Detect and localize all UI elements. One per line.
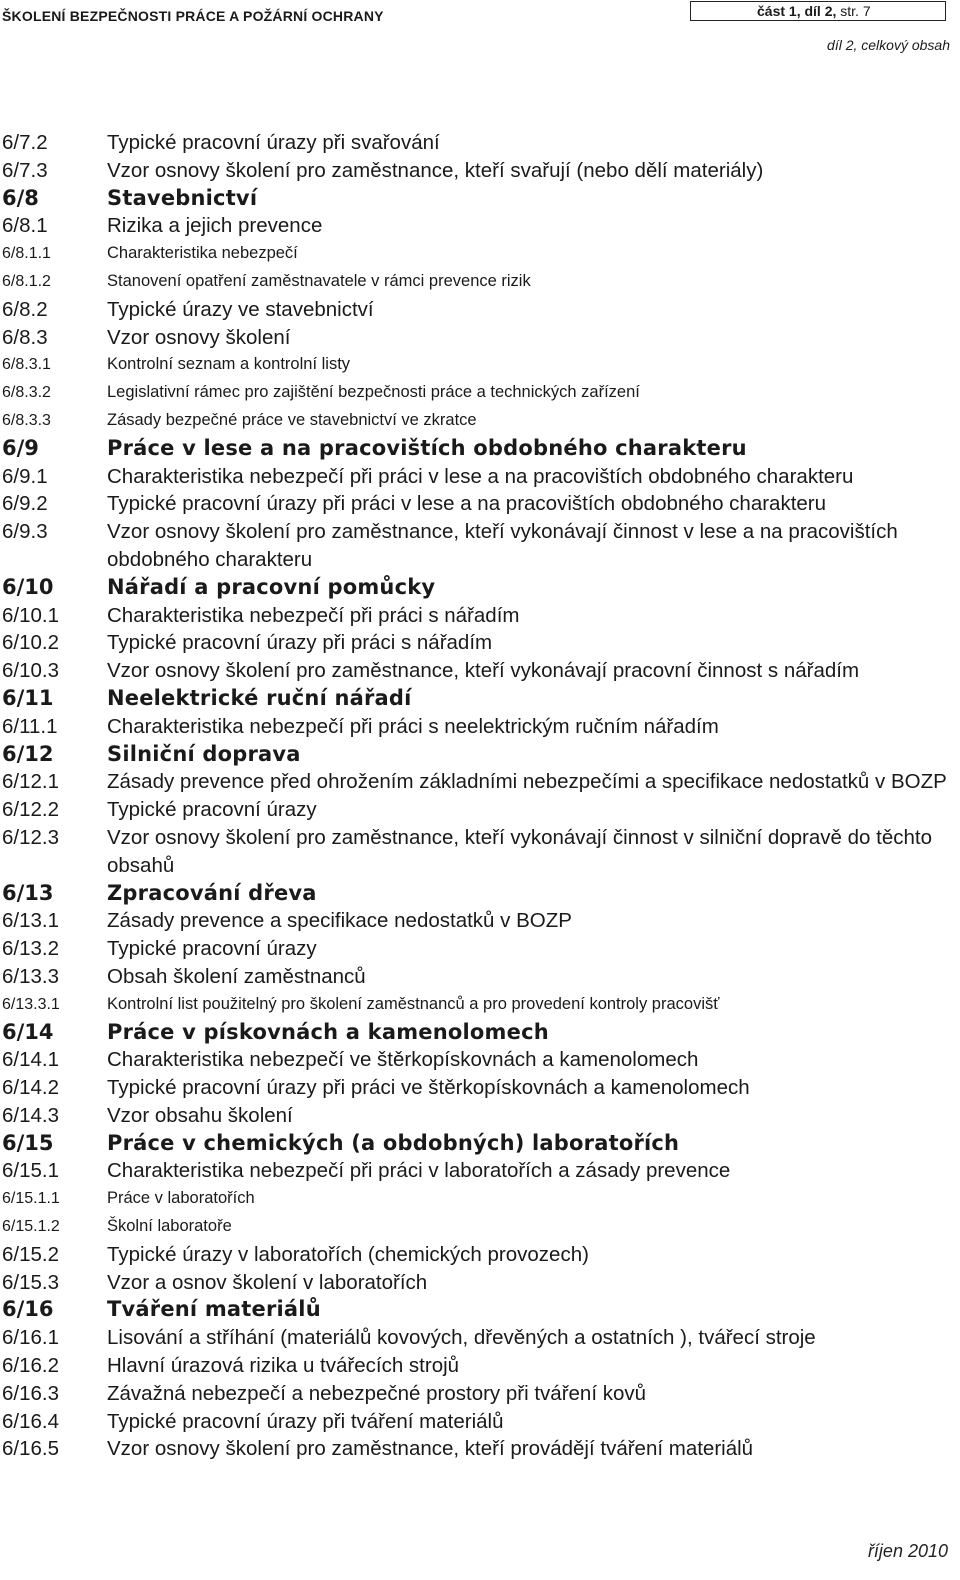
toc-entry — [2, 1046, 952, 1074]
toc-entry-number: 6/15.1.2 — [2, 1218, 60, 1236]
toc-entry-number: 6/8.3 — [2, 325, 48, 349]
toc-entry-title: Charakteristika nebezpečí při práci s nářadím — [107, 603, 520, 627]
toc-entry-title: Typické pracovní úrazy — [107, 937, 317, 961]
toc-entry — [2, 1213, 952, 1241]
toc-entry-title: Vzor osnovy školení pro zaměstnance, kteří vykonávají činnost v lese a na pracovištích obdobného charakteru — [107, 520, 898, 571]
toc-entry-title: Kontrolní list použitelný pro školení zaměstnanců a pro provedení kontroly pracovišť — [107, 994, 720, 1013]
toc-entry-number: 6/14.3 — [2, 1103, 59, 1127]
toc-entry-title: Stavebnictví — [107, 185, 258, 210]
footer-date: říjen 2010 — [867, 1541, 948, 1561]
toc-entry-number: 6/7.2 — [2, 131, 48, 154]
toc-entry-title: Vzor osnovy školení pro zaměstnance, kteří svařují (nebo dělí materiály) — [107, 158, 764, 182]
toc-entry — [2, 1074, 952, 1102]
toc-entry — [2, 991, 952, 1019]
toc-entry-number: 6/9.3 — [2, 520, 48, 544]
toc-entry-number: 6/9.1 — [2, 464, 48, 488]
toc-entry-number: 6/15.1.1 — [2, 1190, 60, 1208]
toc-entry — [2, 1380, 952, 1408]
toc-entry-number: 6/16.5 — [2, 1437, 59, 1461]
toc-entry-title: Typické pracovní úrazy při práci s nářadím — [107, 631, 493, 655]
toc-entry-title: Charakteristika nebezpečí při práci v laboratořích a zásady prevence — [107, 1159, 731, 1183]
toc-entry-number: 6/15.2 — [2, 1242, 59, 1266]
toc-entry-title: Zásady prevence a specifikace nedostatků v BOZP — [107, 909, 572, 933]
toc-entry-number: 6/13 — [2, 880, 54, 905]
toc-entry-title: Charakteristika nebezpečí při práci v lese a na pracovištích obdobného charakteru — [107, 464, 854, 488]
toc-entry-title: Zásady bezpečné práce ve stavebnictví ve zkratce — [107, 410, 477, 429]
toc-entry-number: 6/13.3 — [2, 964, 59, 988]
toc-entry-number: 6/9.2 — [2, 492, 48, 516]
toc-entry-number: 6/11.1 — [2, 714, 58, 738]
toc-entry-number: 6/14.2 — [2, 1076, 59, 1100]
toc-entry-number: 6/14.1 — [2, 1048, 59, 1072]
toc-entry — [2, 1019, 952, 1047]
toc-entry-title: Typické pracovní úrazy při svařování — [107, 131, 440, 154]
toc-entry — [2, 212, 952, 240]
toc-entry — [2, 1185, 952, 1213]
toc-entry — [2, 240, 952, 268]
toc-entry — [2, 296, 952, 324]
toc-entry — [2, 713, 952, 741]
toc-entry-title: Hlavní úrazová rizika u tvářecích strojů — [107, 1354, 460, 1378]
toc-entry — [2, 351, 952, 379]
toc-entry-number: 6/15.3 — [2, 1270, 59, 1294]
toc-entry — [2, 824, 952, 880]
toc-entry-title: Charakteristika nebezpečí — [107, 244, 298, 263]
toc-entry-number: 6/12.3 — [2, 825, 59, 849]
part-label: část 1, díl 2, — [757, 3, 837, 19]
toc-entry — [2, 1352, 952, 1380]
toc-entry-title: Lisování a stříhání (materiálů kovových, dřevěných a ostatních ), tvářecí stroje — [107, 1326, 816, 1350]
toc-entry — [2, 574, 952, 602]
toc-entry-number: 6/11 — [2, 685, 54, 710]
toc-entry — [2, 907, 952, 935]
toc-entry-title: Práce v pískovnách a kamenolomech — [107, 1019, 549, 1044]
toc-entry — [2, 1296, 952, 1324]
toc-entry-number: 6/16.1 — [2, 1326, 59, 1350]
toc-entry-number: 6/10.1 — [2, 603, 59, 627]
toc-entry — [2, 379, 952, 407]
toc-entry-title: Vzor osnovy školení pro zaměstnance, kteří vykonávají pracovní činnost s nářadím — [107, 659, 860, 683]
toc-entry-number: 6/15 — [2, 1130, 54, 1155]
toc-entry-title: Zpracování dřeva — [107, 880, 317, 905]
toc-entry-number: 6/10 — [2, 574, 54, 599]
toc-entry-title: Školní laboratoře — [107, 1217, 232, 1236]
toc-entry — [2, 157, 952, 185]
toc-entry-number: 6/14 — [2, 1019, 54, 1044]
toc-entry-number: 6/8.1.1 — [2, 245, 51, 263]
toc-entry — [2, 1435, 952, 1463]
toc-entry — [2, 629, 952, 657]
toc-entry-title: Práce v lese a na pracovištích obdobného charakteru — [107, 435, 747, 460]
toc-entry — [2, 1324, 952, 1352]
toc-entry-title: Obsah školení zaměstnanců — [107, 964, 366, 988]
toc-entry-title: Rizika a jejich prevence — [107, 214, 323, 238]
toc-entry-title: Typické pracovní úrazy při práci v lese a na pracovištích obdobného charakteru — [107, 492, 827, 516]
toc-entry — [2, 435, 952, 463]
toc-entry-title: Nářadí a pracovní pomůcky — [107, 574, 436, 599]
toc-entry-title: Silniční doprava — [107, 741, 301, 766]
toc-entry-number: 6/16.4 — [2, 1409, 59, 1433]
toc-entry-number: 6/16.3 — [2, 1381, 59, 1405]
toc-entry-number: 6/10.2 — [2, 631, 59, 655]
toc-entry — [2, 1269, 952, 1297]
document-header-title: ŠKOLENÍ BEZPEČNOSTI PRÁCE A POŽÁRNÍ OCHRANY — [2, 8, 384, 24]
toc-entry — [2, 518, 952, 574]
toc-entry — [2, 1408, 952, 1436]
table-of-contents — [2, 129, 952, 1463]
toc-entry-title: Charakteristika nebezpečí ve štěrkopískovnách a kamenolomech — [107, 1048, 699, 1072]
toc-entry-title: Typické úrazy v laboratořích (chemických provozech) — [107, 1242, 589, 1266]
toc-entry-title: Kontrolní seznam a kontrolní listy — [107, 355, 351, 374]
toc-entry-title: Typické pracovní úrazy — [107, 798, 317, 822]
toc-entry-title: Typické pracovní úrazy při práci ve štěrkopískovnách a kamenolomech — [107, 1076, 750, 1100]
toc-entry — [2, 1157, 952, 1185]
toc-entry-number: 6/8.3.3 — [2, 411, 51, 429]
toc-entry-title: Zásady prevence před ohrožením základními nebezpečími a specifikace nedostatků v BOZP — [107, 770, 947, 794]
toc-entry-number: 6/8 — [2, 185, 39, 210]
toc-entry-number: 6/12.2 — [2, 798, 59, 822]
toc-entry-number: 6/13.3.1 — [2, 995, 60, 1013]
toc-entry — [2, 185, 952, 213]
toc-entry-title: Vzor a osnov školení v laboratořích — [107, 1270, 428, 1294]
toc-entry-title: Závažná nebezpečí a nebezpečné prostory při tváření kovů — [107, 1381, 647, 1405]
toc-entry — [2, 1241, 952, 1269]
toc-entry-number: 6/16 — [2, 1297, 54, 1322]
toc-entry-number: 6/8.2 — [2, 297, 48, 321]
toc-entry-number: 6/16.2 — [2, 1354, 59, 1378]
toc-entry — [2, 796, 952, 824]
toc-entry — [2, 963, 952, 991]
toc-entry-number: 6/8.1.2 — [2, 272, 51, 290]
toc-entry — [2, 1130, 952, 1158]
toc-entry — [2, 268, 952, 296]
toc-entry-number: 6/10.3 — [2, 659, 59, 683]
toc-entry-title: Typické pracovní úrazy při tváření materiálů — [107, 1409, 504, 1433]
toc-entry — [2, 602, 952, 630]
toc-entry-number: 6/9 — [2, 435, 39, 460]
toc-entry-number: 6/13.2 — [2, 937, 59, 961]
toc-entry-number: 6/12 — [2, 741, 54, 766]
toc-entry-number: 6/8.3.1 — [2, 356, 51, 374]
page-label: str. 7 — [840, 3, 871, 19]
toc-entry — [2, 935, 952, 963]
toc-entry — [2, 741, 952, 769]
toc-entry — [2, 407, 952, 435]
toc-entry-title: Vzor osnovy školení pro zaměstnance, kteří provádějí tváření materiálů — [107, 1437, 754, 1461]
toc-entry-number: 6/8.3.2 — [2, 384, 51, 402]
toc-entry — [2, 490, 952, 518]
toc-entry-title: Vzor osnovy školení pro zaměstnance, kteří vykonávají činnost v silniční dopravě do těchto obsahů — [107, 825, 932, 877]
toc-entry-number: 6/7.3 — [2, 158, 48, 182]
page-reference-box — [690, 1, 946, 21]
toc-entry — [2, 768, 952, 796]
toc-entry-number: 6/8.1 — [2, 214, 48, 238]
toc-entry-title: Vzor osnovy školení — [107, 325, 291, 349]
toc-entry — [2, 657, 952, 685]
toc-entry-number: 6/13.1 — [2, 909, 59, 933]
toc-entry-title: Neelektrické ruční nářadí — [107, 685, 412, 710]
toc-entry-title: Stanovení opatření zaměstnavatele v rámci prevence rizik — [107, 271, 531, 290]
toc-entry-title: Legislativní rámec pro zajištění bezpečnosti práce a technických zařízení — [107, 383, 640, 402]
toc-entry-title: Vzor obsahu školení — [107, 1103, 293, 1127]
toc-entry — [2, 880, 952, 908]
toc-entry-title: Práce v chemických (a obdobných) laboratořích — [107, 1130, 680, 1155]
toc-entry — [2, 1102, 952, 1130]
toc-entry-number: 6/12.1 — [2, 770, 59, 794]
toc-entry-title: Tváření materiálů — [107, 1297, 321, 1322]
toc-entry-title: Typické úrazy ve stavebnictví — [107, 297, 374, 321]
toc-entry — [2, 129, 952, 157]
toc-entry-title: Charakteristika nebezpečí při práci s neelektrickým ručním nářadím — [107, 714, 719, 738]
toc-entry — [2, 685, 952, 713]
toc-entry-number: 6/15.1 — [2, 1159, 59, 1183]
toc-entry — [2, 463, 952, 491]
toc-entry-title: Práce v laboratořích — [107, 1189, 255, 1208]
section-subtitle: díl 2, celkový obsah — [827, 37, 950, 53]
toc-entry — [2, 324, 952, 352]
